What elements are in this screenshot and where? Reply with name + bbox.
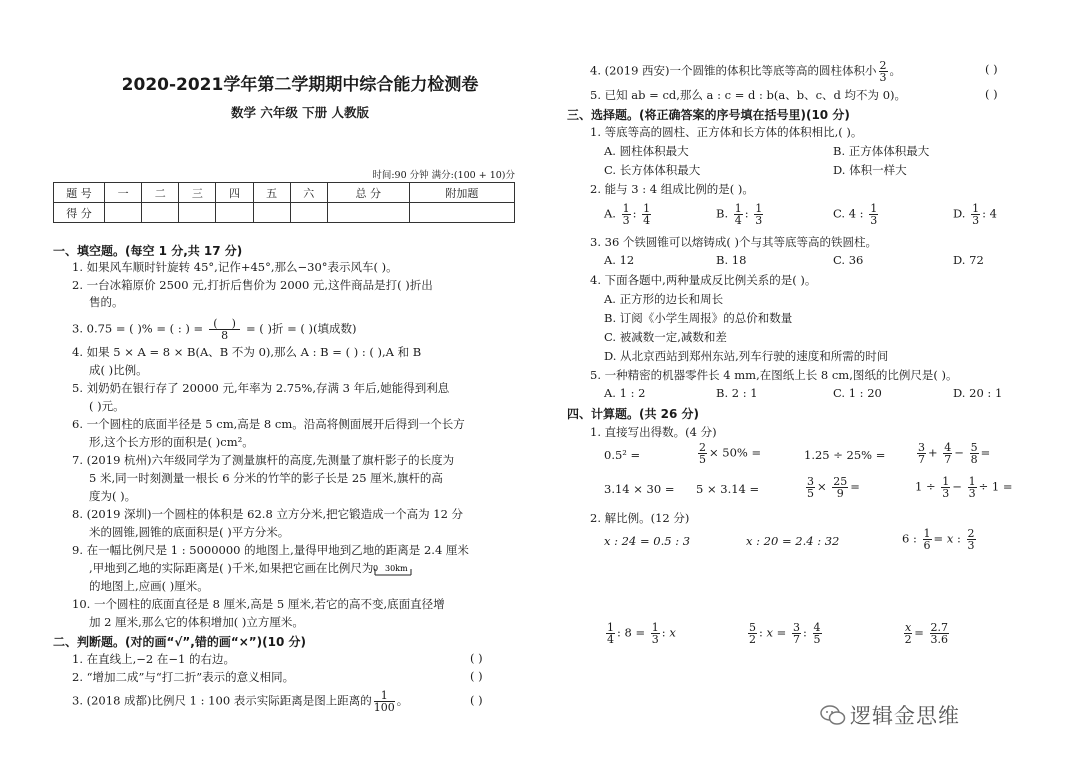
- judge-q5: 5. 已知 ab = cd,那么 a : c = d : b(a、b、c、d 均不为 0)。: [590, 88, 907, 102]
- choice-q5: 5. 一种精密的机器零件长 4 mm,在图纸上长 8 cm,图纸的比例尺是( )。: [590, 368, 958, 382]
- fraction-denominator: 8: [221, 329, 229, 342]
- answer-paren[interactable]: ( ): [985, 62, 998, 76]
- fill-q5: 5. 刘奶奶在银行存了 20000 元,年率为 2.75%,存满 3 年后,她能得到利息: [72, 381, 450, 395]
- judge-q3-fraction: [374, 690, 395, 713]
- choice-q4-option-d[interactable]: D. 从北京西站到郑州东站,列车行驶的速度和所需的时间: [604, 349, 889, 363]
- calc-item: $\frac{2}{5}$ × 50% =: [699, 441, 762, 466]
- answer-paren[interactable]: ( ): [470, 651, 483, 665]
- fill-q5-cont: ( )元。: [89, 399, 125, 413]
- scale-bar-icon: [373, 563, 413, 577]
- judge-q4-fraction: [879, 60, 888, 83]
- judge-q4: [590, 60, 901, 83]
- calc-item: $\frac{3}{7}$ + $\frac{4}{7}$ − $\frac{5}{8}$ =: [918, 441, 991, 466]
- score-cell: 二: [142, 183, 179, 203]
- choice-q2-option-d[interactable]: D. $\frac{1}{3}$ : 4: [953, 202, 997, 227]
- choice-q5-option-d[interactable]: D. 20 : 1: [953, 386, 1003, 400]
- judge-q3-text: 3. (2018 成都)比例尺 1 : 100 表示实际距离是图上距离的: [72, 693, 372, 708]
- exam-title: 2020-2021学年第二学期期中综合能力检测卷: [121, 75, 479, 95]
- proportion-item: $\frac{5}{2}$ : x = $\frac{3}{7}$ : $\frac{4}{5}$: [749, 621, 821, 646]
- fraction-denominator: 3: [879, 71, 887, 84]
- answer-paren[interactable]: ( ): [985, 87, 998, 101]
- score-input[interactable]: [105, 203, 142, 223]
- score-cell: 得 分: [54, 203, 105, 223]
- section-1-heading: 一、填空题。(每空 1 分,共 17 分): [53, 244, 243, 258]
- judge-q4-text: 4. (2019 西安)一个圆锥的体积比等底等高的圆柱体积小: [590, 63, 877, 78]
- watermark-text: 逻辑金思维: [850, 704, 960, 728]
- calc-sub1: 1. 直接写出得数。(4 分): [590, 425, 717, 439]
- exam-meta: 时间:90 分钟 满分:(100 + 10)分: [372, 170, 515, 181]
- calc-item: 1.25 ÷ 25% =: [804, 448, 886, 462]
- fill-q3-fraction: [209, 318, 241, 341]
- fill-q8: 8. (2019 深圳)一个圆柱的体积是 62.8 立方分米,把它锻造成一个高为 12 分: [72, 507, 464, 521]
- wechat-icon: [820, 704, 846, 726]
- fill-q9-cont2: 的地图上,应画( )厘米。: [89, 579, 209, 593]
- map-scale-bar: [373, 563, 413, 575]
- calc-item: 3.14 × 30 =: [604, 482, 675, 496]
- score-input[interactable]: [290, 203, 327, 223]
- fraction-numerator: ( ): [209, 317, 240, 330]
- score-header-row: [54, 183, 515, 203]
- fill-q6-cont: 形,这个长方形的面积是( )cm²。: [89, 435, 254, 449]
- judge-q3-end: 。: [396, 693, 409, 708]
- exam-subtitle: 数学 六年级 下册 人教版: [230, 105, 370, 120]
- fill-q10: 10. 一个圆柱的底面直径是 8 厘米,高是 5 厘米,若它的高不变,底面直径增: [72, 597, 445, 611]
- calc-item: 0.5² =: [604, 448, 641, 462]
- choice-q1-option-d[interactable]: D. 体积一样大: [833, 163, 907, 177]
- score-cell: 三: [179, 183, 216, 203]
- fill-q7-cont: 5 米,同一时刻测量一根长 6 分米的竹竿的影子长是 25 厘米,旗杆的高: [89, 471, 443, 485]
- judge-q4-end: 。: [889, 63, 902, 78]
- choice-q3-option-d[interactable]: D. 72: [953, 253, 984, 267]
- choice-q4-option-b[interactable]: B. 订阅《小学生周报》的总价和数量: [604, 311, 793, 325]
- score-input[interactable]: [142, 203, 179, 223]
- score-cell: 题 号: [54, 183, 105, 203]
- proportion-item: $\frac{x}{2}$ = $\frac{2.7}{3.6}$: [904, 621, 949, 646]
- fraction-denominator: 100: [373, 701, 395, 714]
- choice-q3-option-c[interactable]: C. 36: [833, 253, 864, 267]
- fill-q8-cont: 米的圆锥,圆锥的底面积是( )平方分米。: [89, 525, 290, 539]
- score-cell: 五: [253, 183, 290, 203]
- calc-item: $\frac{3}{5}$ × $\frac{25}{9}$ =: [807, 475, 860, 500]
- score-cell: 六: [290, 183, 327, 203]
- section-4-heading: 四、计算题。(共 26 分): [567, 407, 700, 421]
- judge-q2: 2. “增加二成”与“打二折”表示的意义相同。: [72, 670, 295, 684]
- fill-q4-cont: 成( )比例。: [89, 363, 148, 377]
- choice-q2-option-a[interactable]: A. $\frac{1}{3}$ : $\frac{1}{4}$: [604, 202, 651, 227]
- choice-q4-option-c[interactable]: C. 被减数一定,减数和差: [604, 330, 727, 344]
- proportion-item: 6 : $\frac{1}{6}$ = x : $\frac{2}{3}$: [902, 527, 975, 552]
- fill-q9: 9. 在一幅比例尺是 1 : 5000000 的地图上,量得甲地到乙地的距离是 2.4 厘米: [72, 543, 469, 557]
- choice-q3-option-b[interactable]: B. 18: [716, 253, 747, 267]
- choice-q3: 3. 36 个铁圆锥可以熔铸成( )个与其等底等高的铁圆柱。: [590, 235, 878, 249]
- fill-q6: 6. 一个圆柱的底面半径是 5 cm,高是 8 cm。沿高将侧面展开后得到一个长方: [72, 417, 465, 431]
- fill-q10-cont: 加 2 厘米,那么它的体积增加( )立方厘米。: [89, 615, 304, 629]
- section-3-heading: 三、选择题。(将正确答案的序号填在括号里)(10 分): [567, 108, 850, 122]
- choice-q5-option-a[interactable]: A. 1 : 2: [604, 386, 646, 400]
- fill-q3-part1: 3. 0.75 = ( )% = ( : ) =: [72, 321, 207, 336]
- score-table: [53, 182, 515, 223]
- choice-q5-option-c[interactable]: C. 1 : 20: [833, 386, 882, 400]
- section-2-heading: 二、判断题。(对的画“√”,错的画“×”)(10 分): [53, 635, 306, 649]
- fill-q9-cont: [89, 560, 413, 577]
- fill-q2-cont: 售的。: [89, 295, 124, 309]
- fraction-numerator: 1: [374, 690, 395, 702]
- choice-q5-option-b[interactable]: B. 2 : 1: [716, 386, 758, 400]
- fill-q7: 7. (2019 杭州)六年级同学为了测量旗杆的高度,先测量了旗杆影子的长度为: [72, 453, 455, 467]
- answer-paren[interactable]: ( ): [470, 693, 483, 707]
- choice-q3-option-a[interactable]: A. 12: [604, 253, 635, 267]
- fill-q2: 2. 一台冰箱原价 2500 元,打折后售价为 2000 元,这件商品是打( )折出: [72, 278, 433, 292]
- score-input[interactable]: [409, 203, 514, 223]
- score-input[interactable]: [327, 203, 409, 223]
- fill-q4: 4. 如果 5 × A = 8 × B(A、B 不为 0),那么 A : B = ( ) : ( ),A 和 B: [72, 345, 422, 359]
- calc-sub2: 2. 解比例。(12 分): [590, 511, 690, 525]
- score-input[interactable]: [179, 203, 216, 223]
- calc-item: 5 × 3.14 =: [696, 482, 760, 496]
- fill-q3-part2: = ( )折 = ( )(填成数): [242, 321, 357, 336]
- choice-q1: 1. 等底等高的圆柱、正方体和长方体的体积相比,( )。: [590, 125, 863, 139]
- fill-q7-cont2: 度为( )。: [89, 489, 137, 503]
- choice-q2: 2. 能与 3 : 4 组成比例的是( )。: [590, 182, 754, 196]
- choice-q2-option-b[interactable]: B. $\frac{1}{4}$ : $\frac{1}{3}$: [716, 202, 763, 227]
- choice-q2-option-c[interactable]: C. 4 : $\frac{1}{3}$: [833, 202, 878, 227]
- proportion-item: x : 20 = 2.4 : 32: [746, 534, 840, 548]
- calc-item: 1 ÷ $\frac{1}{3}$ − $\frac{1}{3}$ ÷ 1 =: [915, 475, 1013, 500]
- choice-q1-option-c[interactable]: C. 长方体体积最大: [604, 163, 701, 177]
- score-cell: 一: [105, 183, 142, 203]
- fill-q3: [72, 318, 356, 341]
- scale-zero-label: 0: [373, 564, 379, 573]
- choice-q1-option-b[interactable]: B. 正方体体积最大: [833, 144, 930, 158]
- score-cell: 四: [216, 183, 253, 203]
- proportion-item: $\frac{1}{4}$ : 8 = $\frac{1}{3}$ : x: [607, 621, 676, 646]
- answer-paren[interactable]: ( ): [470, 669, 483, 683]
- choice-q4: 4. 下面各题中,两种量成反比例关系的是( )。: [590, 273, 817, 287]
- choice-q4-option-a[interactable]: A. 正方形的边长和周长: [604, 292, 724, 306]
- score-cell: 附加题: [409, 183, 514, 203]
- score-value-row: [54, 203, 515, 223]
- score-cell: 总 分: [327, 183, 409, 203]
- judge-q1: 1. 在直线上,−2 在−1 的右边。: [72, 652, 235, 666]
- fraction-numerator: 2: [879, 59, 887, 72]
- proportion-item: x : 24 = 0.5 : 3: [604, 534, 691, 548]
- judge-q3: [72, 690, 408, 713]
- scale-30-label: 30km: [385, 564, 409, 573]
- choice-q1-option-a[interactable]: A. 圆柱体积最大: [604, 144, 689, 158]
- fill-q9-text: ,甲地到乙地的实际距离是( )千米,如果把它画在比例尺为: [89, 561, 374, 575]
- score-input[interactable]: [216, 203, 253, 223]
- score-input[interactable]: [253, 203, 290, 223]
- fill-q1: 1. 如果风车顺时针旋转 45°,记作+45°,那么−30°表示风车( )。: [72, 260, 398, 274]
